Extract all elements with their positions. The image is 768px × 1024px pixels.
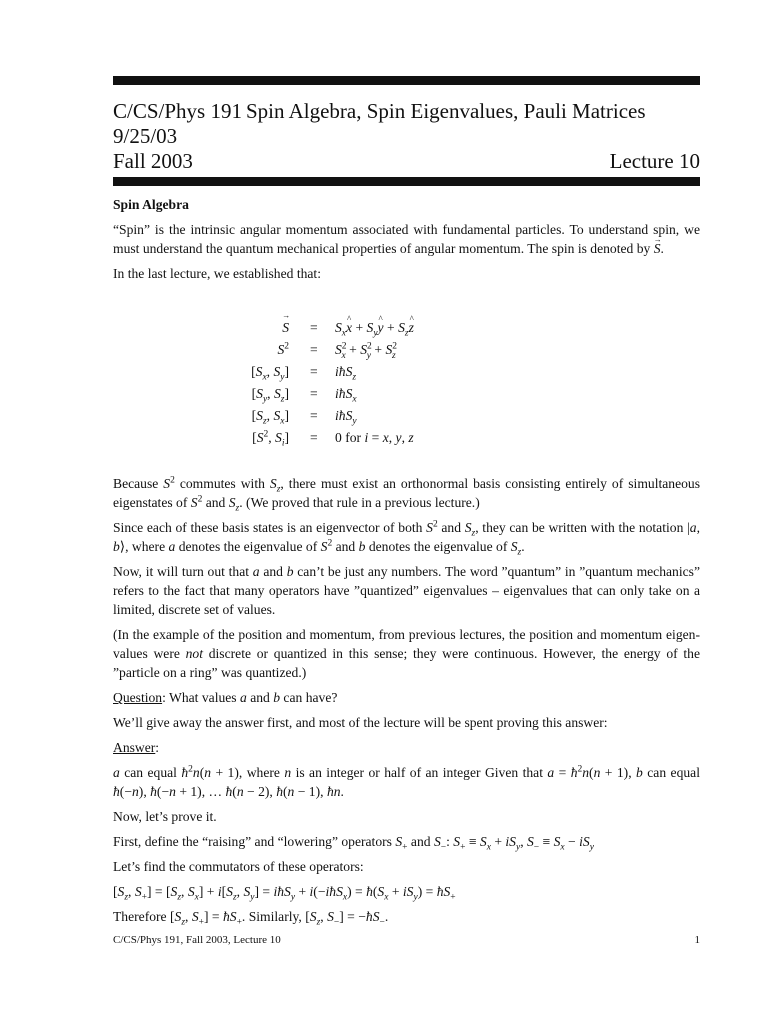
header-top-rule bbox=[113, 76, 700, 85]
paragraph: “Spin” is the intrinsic angular momentum associated with fundamental particles. To understand spin, we must understand the quantum mechanical properties of angular momentum. The spin is denoted by → S. bbox=[113, 220, 700, 258]
paragraph: Therefore [$S_z$, $S_+$] = $ħS_+$. Similarly, [$S_z$, $S_-$] = $-ħS_-$. bbox=[113, 909, 389, 928]
paragraph: We’ll give away the answer first, and most of the lecture will be spent proving this answer: bbox=[113, 715, 608, 730]
paragraph: Now, let’s prove it. bbox=[113, 809, 217, 824]
equation-array bbox=[113, 320, 700, 452]
equation-row: → S = $S_x\^{}$ $x + S_y\^{}$ $y + S_z\^{}$ z bbox=[113, 320, 700, 342]
main-text bbox=[113, 474, 700, 932]
paragraph: [$S_z$, $S_+] = [S_z$, $S_x] + i[S_z$, $S_y$] = iħS$_y$ + i(−iħS$_x$) = $ħ(S_x + iS_y)$ = $ħS_+$ bbox=[113, 884, 456, 903]
equation-row: [$S_z$, $S_x$] = iħS$_y$ bbox=[251, 408, 357, 427]
equation-row: [$S_y$, $S_z$] = iħS$_x$ bbox=[251, 386, 357, 405]
paragraph: Answer: bbox=[113, 740, 160, 755]
paragraph: Now, it will turn out that a and b can’t be just any numbers. The word ”quantum” in ”quantum mechanics” refers to the fact that many operators have ”quantized” eigenvalues – eigenvalues that can only take on a limited, discrete set of values. bbox=[113, 564, 700, 617]
equation-row: [$S_x$, $S_y$] = iħS$_z$ bbox=[251, 364, 357, 383]
lecture-date: 9/25/03 bbox=[113, 124, 178, 148]
section-title: Spin Algebra bbox=[113, 197, 189, 212]
paragraph: Because $S^2$ commutes with $S_z$, there must exist an orthonormal basis consisting entirely of simultaneous eigenstates of $S^2$ and $S_z$. (We proved that rule in a previous lecture.) bbox=[113, 475, 700, 514]
paragraph: Question: What values a and b can have? bbox=[113, 690, 338, 705]
paragraph: In the last lecture, we established that: bbox=[113, 266, 321, 281]
lecture-title: Spin Algebra, Spin Eigenvalues, Pauli Matrices bbox=[246, 99, 646, 123]
term: Fall 2003 bbox=[113, 149, 193, 173]
course-code: C/CS/Phys 191 bbox=[113, 99, 242, 123]
header-bottom-rule bbox=[113, 177, 700, 186]
equation-row: [$S^2$, $S_i$] = 0 for i = x, y, z bbox=[252, 429, 414, 449]
paragraph: (In the example of the position and momentum, from previous lectures, the position and momentum eigen- values were not discrete or quantized in this sense; they were continuous. However, the energy of the ”particle on a ring” was quantized.) bbox=[113, 627, 701, 680]
paragraph: Since each of these basis states is an eigenvector of both $S^2$ and $S_z$, they can be written with the notation |a, b⟩, where a denotes the eigenvalue of $S^2$ and b denotes the eigenvalue of $S_z$. bbox=[113, 519, 700, 558]
paragraph: a can equal $ħ^2n(n + 1)$, where n is an integer or half of an integer Given that $a = ħ^2n(n + 1)$, b can equal ħ(−n), ħ(−n + 1), … ħ(n − 2), ħ(n − 1), ħn. bbox=[113, 764, 700, 799]
lecture-number: Lecture 10 bbox=[609, 149, 700, 173]
intro-block bbox=[113, 195, 700, 289]
equation-row: $S^2$ = $S^2_x + S^2_y + S^2_z$ bbox=[277, 341, 398, 361]
paragraph: Let’s find the commutators of these operators: bbox=[113, 859, 364, 874]
paragraph: First, define the “raising” and “lowering” operators $S_+$ and $S_-$: $S_+ \equiv S_x + iS_y$, $S_- \equiv S_x - iS_y$ bbox=[113, 834, 594, 853]
footer-text: C/CS/Phys 191, Fall 2003, Lecture 10 bbox=[113, 934, 281, 946]
page-number: 1 bbox=[694, 934, 700, 946]
